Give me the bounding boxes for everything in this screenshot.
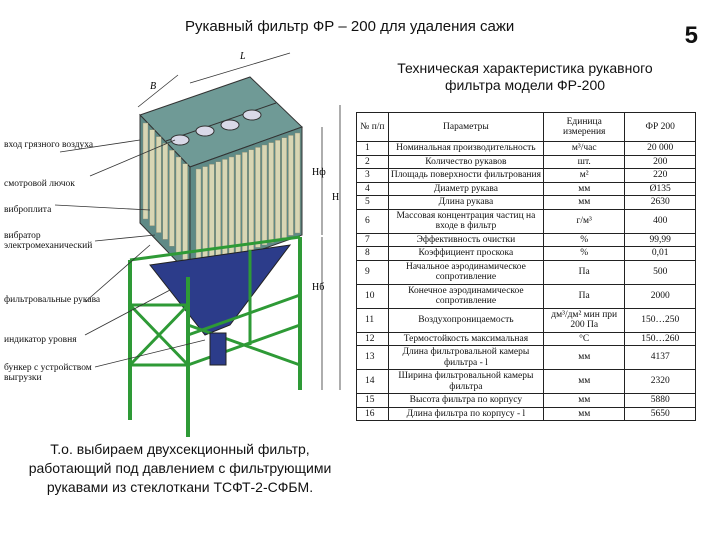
cell-param: Эффективность очистки [388,233,543,247]
col-header-value: ФР 200 [625,113,696,142]
cell-unit: шт. [544,155,625,169]
filter-sleeve [269,143,274,243]
filter-sleeve [150,130,155,226]
cell-unit: м³/час [544,142,625,156]
cell-param: Длина фильтровальной камеры фильтра - l [388,346,543,370]
cell-value: 4137 [625,346,696,370]
table-title: Техническая характеристика рукавного фильтра модели ФР-200 [397,60,653,93]
cell-param: Ширина фильтровальной камеры фильтра [388,370,543,394]
slide-title: Рукавный фильтр ФР – 200 для удаления сажи [185,18,515,35]
label-inspection-hatch: смотровой лючок [4,179,75,189]
filter-sleeve [143,123,148,219]
cell-num: 12 [357,332,389,346]
cell-value: 500 [625,260,696,284]
filter-diagram [0,45,350,445]
filter-sleeve [242,152,247,252]
cell-num: 3 [357,169,389,183]
table-header-row [357,113,696,142]
cell-unit: мм [544,196,625,210]
cell-value: 5650 [625,407,696,421]
table-row [357,394,696,408]
col-header-unit: Единица измерения [544,113,625,142]
table-row [357,332,696,346]
cell-value: 5880 [625,394,696,408]
col-header-num: № п/п [357,113,389,142]
cell-num: 16 [357,407,389,421]
table-row [357,407,696,421]
table-row [357,182,696,196]
cell-unit: Па [544,284,625,308]
cell-value: 2000 [625,284,696,308]
dimension-label-h: H [332,192,340,203]
cell-unit: Па [544,260,625,284]
cell-value: 150…260 [625,332,696,346]
dimension-line-b [138,75,178,107]
filter-sleeve [176,157,181,253]
cell-num: 9 [357,260,389,284]
leader-line [95,235,155,241]
cell-unit: м² [544,169,625,183]
cell-param: Конечное аэродинамическое сопротивление [388,284,543,308]
table-row [357,169,696,183]
label-vibration-plate: виброплита [4,205,52,215]
cell-value: 150…250 [625,308,696,332]
table-body [357,142,696,421]
cell-param: Массовая концентрация частиц на входе в фильтр [388,209,543,233]
cell-value: 2630 [625,196,696,210]
cell-value: 400 [625,209,696,233]
filter-sleeve [282,138,287,238]
filter-sleeve [262,145,267,245]
cell-num: 13 [357,346,389,370]
cell-unit: мм [544,346,625,370]
table-row [357,346,696,370]
cell-unit: % [544,247,625,261]
filter-sleeve [229,157,234,257]
table-row [357,196,696,210]
cell-num: 14 [357,370,389,394]
cell-param: Номинальная производительность [388,142,543,156]
filter-sleeve [156,137,161,233]
filter-sleeve [169,150,174,246]
label-level-indicator: индикатор уровня [4,335,77,345]
cell-value: 99,99 [625,233,696,247]
conclusion-text: Т.о. выбираем двухсекционный фильтр, работающий под давлением с фильтрующими рукавами из стеклоткани ТСФТ-2-СФБМ. [28,441,332,495]
inspection-hatch [196,126,214,136]
cell-num: 6 [357,209,389,233]
table-row [357,370,696,394]
slide-number: 5 [684,22,698,49]
cell-num: 11 [357,308,389,332]
cell-unit: мм [544,370,625,394]
spec-table [356,112,696,421]
cell-param: Начальное аэродинамическое сопротивление [388,260,543,284]
cell-param: Площадь поверхности фильтрования [388,169,543,183]
inspection-hatch [243,110,261,120]
dimension-label-hb: Нб [312,282,325,293]
cell-param: Высота фильтра по корпусу [388,394,543,408]
label-dirty-air-inlet: вход грязного воздуха [4,140,94,150]
cell-num: 8 [357,247,389,261]
dimension-label-l: L [240,51,246,62]
cell-param: Коэффициент проскока [388,247,543,261]
filter-sleeve [196,169,201,269]
table-row [357,233,696,247]
cell-value: Ø135 [625,182,696,196]
cell-num: 7 [357,233,389,247]
cell-param: Диаметр рукава [388,182,543,196]
cell-num: 2 [357,155,389,169]
cell-unit: г/м³ [544,209,625,233]
filter-sleeve [288,135,293,235]
cell-unit: мм [544,394,625,408]
dimension-label-hf: Нф [312,167,326,178]
cell-num: 4 [357,182,389,196]
cell-value: 20 000 [625,142,696,156]
filter-sleeve [249,150,254,250]
leader-line [85,245,150,302]
filter-sleeve [222,159,227,259]
filter-sleeve [295,133,300,233]
cell-param: Термостойкость максимальная [388,332,543,346]
inspection-hatch [221,120,239,130]
cell-num: 1 [357,142,389,156]
table-row [357,142,696,156]
col-header-param: Параметры [388,113,543,142]
cell-unit: % [544,233,625,247]
table-row [357,247,696,261]
cell-param: Количество рукавов [388,155,543,169]
label-vibrator: вибратор электромеханический [4,231,93,251]
dimension-label-b: B [150,81,157,92]
inspection-hatch [171,135,189,145]
cell-value: 0,01 [625,247,696,261]
cell-unit: °С [544,332,625,346]
table-row [357,209,696,233]
filter-sleeve [275,140,280,240]
cell-value: 200 [625,155,696,169]
cell-value: 220 [625,169,696,183]
label-filter-sleeves: фильтровальные рукава [4,295,101,305]
filter-sleeve [163,143,168,239]
filter-sleeve [255,147,260,247]
cell-param: Воздухопроницаемость [388,308,543,332]
filter-sleeve [203,167,208,267]
table-row [357,155,696,169]
cell-param: Длина рукава [388,196,543,210]
cell-unit: мм [544,182,625,196]
outlet-pipe [210,333,226,365]
cell-unit: мм [544,407,625,421]
cell-param: Длина фильтра по корпусу - l [388,407,543,421]
cell-num: 10 [357,284,389,308]
cell-num: 15 [357,394,389,408]
filter-sleeve [183,164,188,260]
cell-value: 2320 [625,370,696,394]
cell-unit: дм³/дм² мин при 200 Па [544,308,625,332]
cell-num: 5 [357,196,389,210]
table-row [357,284,696,308]
table-row [357,260,696,284]
table-row [357,308,696,332]
label-hopper-unloader: бункер с устройством выгрузки [4,363,92,383]
filter-sleeve [236,155,241,255]
